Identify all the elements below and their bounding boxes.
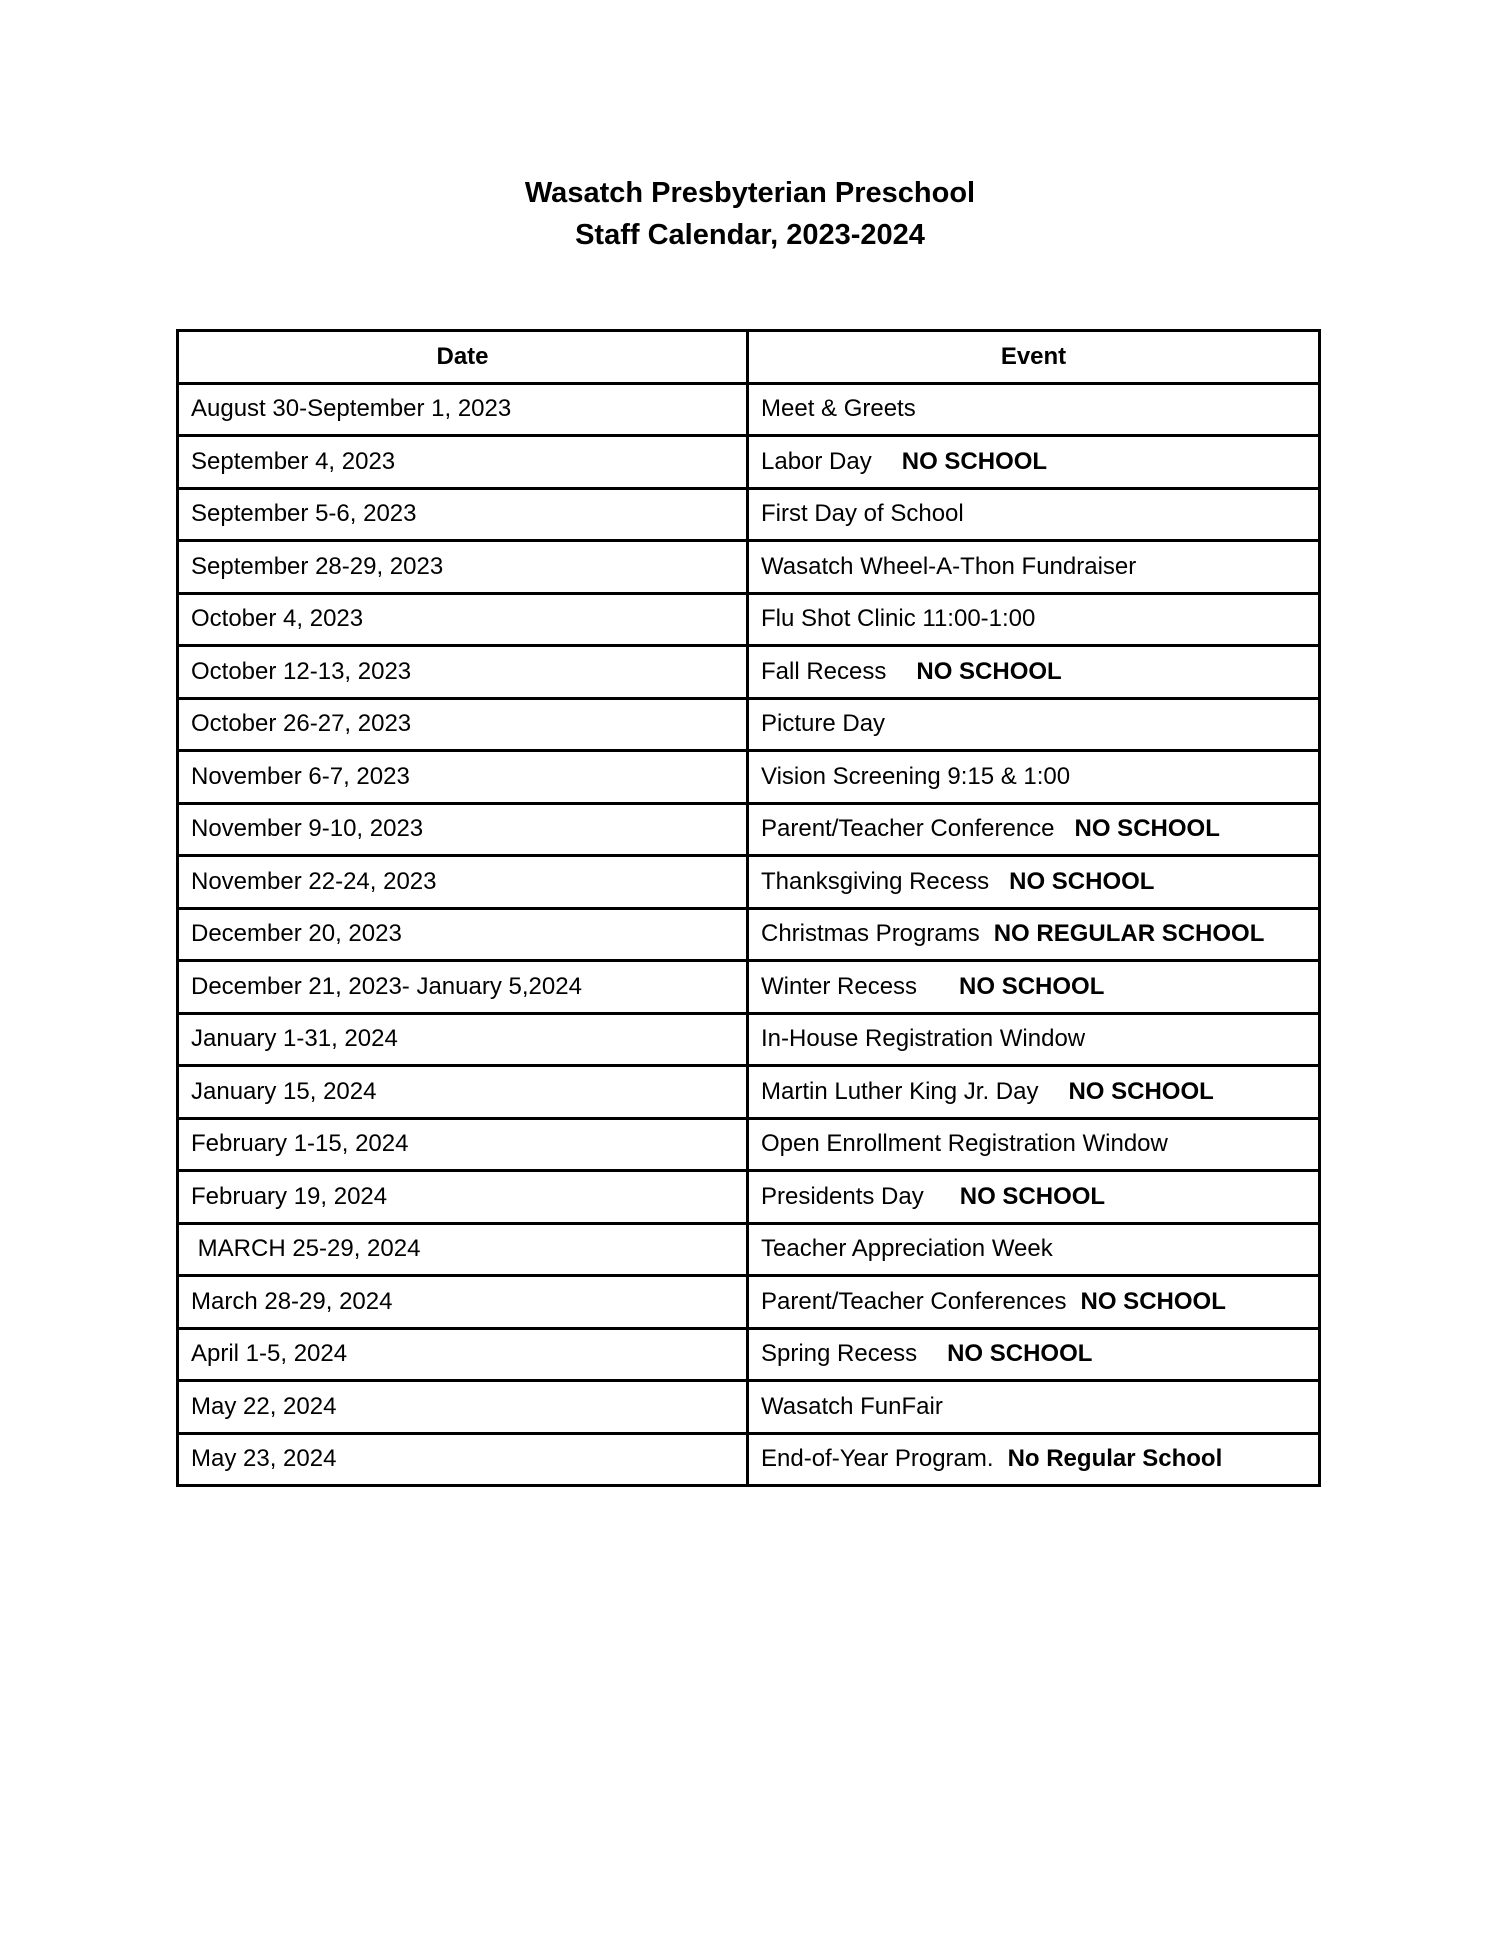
event-text: Martin Luther King Jr. Day <box>761 1077 1039 1105</box>
event-cell <box>748 1276 1320 1329</box>
table-row <box>178 541 1320 594</box>
table-row <box>178 751 1320 804</box>
table-row <box>178 1276 1320 1329</box>
event-cell <box>748 646 1320 699</box>
event-cell <box>748 1013 1320 1066</box>
event-text: Fall Recess <box>761 657 887 685</box>
date-cell: September 4, 2023 <box>178 436 748 489</box>
table-row <box>178 1118 1320 1171</box>
table-row <box>178 1223 1320 1276</box>
table-row <box>178 1171 1320 1224</box>
no-school-note: NO SCHOOL <box>1080 1287 1226 1315</box>
no-school-note: NO SCHOOL <box>916 657 1062 685</box>
table-header-row <box>178 331 1320 384</box>
event-cell <box>748 856 1320 909</box>
event-text: In-House Registration Window <box>761 1025 1086 1053</box>
event-cell <box>748 1223 1320 1276</box>
event-cell <box>748 961 1320 1014</box>
date-cell: October 12-13, 2023 <box>178 646 748 699</box>
event-cell <box>748 383 1320 436</box>
date-cell: January 1-31, 2024 <box>178 1013 748 1066</box>
table-row <box>178 1013 1320 1066</box>
event-cell <box>748 436 1320 489</box>
date-cell: October 4, 2023 <box>178 593 748 646</box>
event-text: Labor Day <box>761 447 872 475</box>
table-row <box>178 856 1320 909</box>
no-school-note: NO SCHOOL <box>901 447 1048 475</box>
no-school-note: NO SCHOOL <box>959 972 1105 1000</box>
date-cell: March 28-29, 2024 <box>178 1276 748 1329</box>
date-cell: April 1-5, 2024 <box>178 1328 748 1381</box>
no-school-note: NO REGULAR SCHOOL <box>993 920 1265 948</box>
table-row <box>178 436 1320 489</box>
event-text: Picture Day <box>761 710 886 738</box>
page-title <box>0 172 1500 256</box>
table-row <box>178 961 1320 1014</box>
event-text: Wasatch Wheel-A-Thon Fundraiser <box>761 552 1137 580</box>
event-cell <box>748 1171 1320 1224</box>
event-text: Meet & Greets <box>761 395 916 423</box>
event-text: Winter Recess <box>761 972 918 1000</box>
event-cell <box>748 751 1320 804</box>
date-cell: December 21, 2023- January 5,2024 <box>178 961 748 1014</box>
event-cell <box>748 488 1320 541</box>
event-text: First Day of School <box>761 500 964 528</box>
event-cell <box>748 1066 1320 1119</box>
event-cell <box>748 541 1320 594</box>
no-school-note: NO SCHOOL <box>1009 867 1155 895</box>
no-school-note: NO SCHOOL <box>1068 1077 1214 1105</box>
event-text: Flu Shot Clinic 11:00-1:00 <box>761 605 1036 633</box>
event-text: Wasatch FunFair <box>761 1392 943 1420</box>
calendar-table <box>176 329 1321 1487</box>
table-row <box>178 1066 1320 1119</box>
date-cell: MARCH 25-29, 2024 <box>178 1223 748 1276</box>
title-line-calendar: Staff Calendar, 2023-2024 <box>575 219 925 251</box>
table-row <box>178 1328 1320 1381</box>
date-cell: October 26-27, 2023 <box>178 698 748 751</box>
event-cell <box>748 908 1320 961</box>
no-school-note: No Regular School <box>1007 1445 1223 1473</box>
table-row <box>178 1433 1320 1486</box>
event-text: Parent/Teacher Conferences <box>761 1287 1067 1315</box>
calendar-body <box>178 383 1320 1486</box>
date-cell: February 1-15, 2024 <box>178 1118 748 1171</box>
date-cell: May 22, 2024 <box>178 1381 748 1434</box>
event-text: Thanksgiving Recess <box>761 867 990 895</box>
event-text: Open Enrollment Registration Window <box>761 1130 1168 1158</box>
event-cell <box>748 698 1320 751</box>
date-cell: February 19, 2024 <box>178 1171 748 1224</box>
date-cell: November 9-10, 2023 <box>178 803 748 856</box>
event-text: Presidents Day <box>761 1182 924 1210</box>
date-cell: November 6-7, 2023 <box>178 751 748 804</box>
no-school-note: NO SCHOOL <box>1074 815 1220 843</box>
date-cell: December 20, 2023 <box>178 908 748 961</box>
event-cell <box>748 803 1320 856</box>
date-cell: January 15, 2024 <box>178 1066 748 1119</box>
event-text: Parent/Teacher Conference <box>761 815 1055 843</box>
date-cell: November 22-24, 2023 <box>178 856 748 909</box>
date-cell: September 5-6, 2023 <box>178 488 748 541</box>
table-row <box>178 646 1320 699</box>
table-row <box>178 698 1320 751</box>
event-text: Christmas Programs <box>761 920 980 948</box>
title-line-school: Wasatch Presbyterian Preschool <box>524 177 976 209</box>
table-row <box>178 488 1320 541</box>
event-text: Teacher Appreciation Week <box>761 1235 1053 1263</box>
date-cell: August 30-September 1, 2023 <box>178 383 748 436</box>
table-row <box>178 1381 1320 1434</box>
column-header-event: Event <box>748 331 1320 384</box>
table-row <box>178 908 1320 961</box>
table-row <box>178 593 1320 646</box>
event-cell <box>748 1433 1320 1486</box>
table-row <box>178 803 1320 856</box>
event-cell <box>748 1328 1320 1381</box>
column-header-date: Date <box>178 331 748 384</box>
event-text: Spring Recess <box>761 1340 918 1368</box>
table-row <box>178 383 1320 436</box>
date-cell: September 28-29, 2023 <box>178 541 748 594</box>
event-text: Vision Screening 9:15 & 1:00 <box>761 762 1071 790</box>
event-text: End-of-Year Program. <box>761 1445 994 1473</box>
event-cell <box>748 1118 1320 1171</box>
event-cell <box>748 593 1320 646</box>
no-school-note: NO SCHOOL <box>947 1340 1093 1368</box>
no-school-note: NO SCHOOL <box>959 1182 1106 1210</box>
date-cell: May 23, 2024 <box>178 1433 748 1486</box>
event-cell <box>748 1381 1320 1434</box>
